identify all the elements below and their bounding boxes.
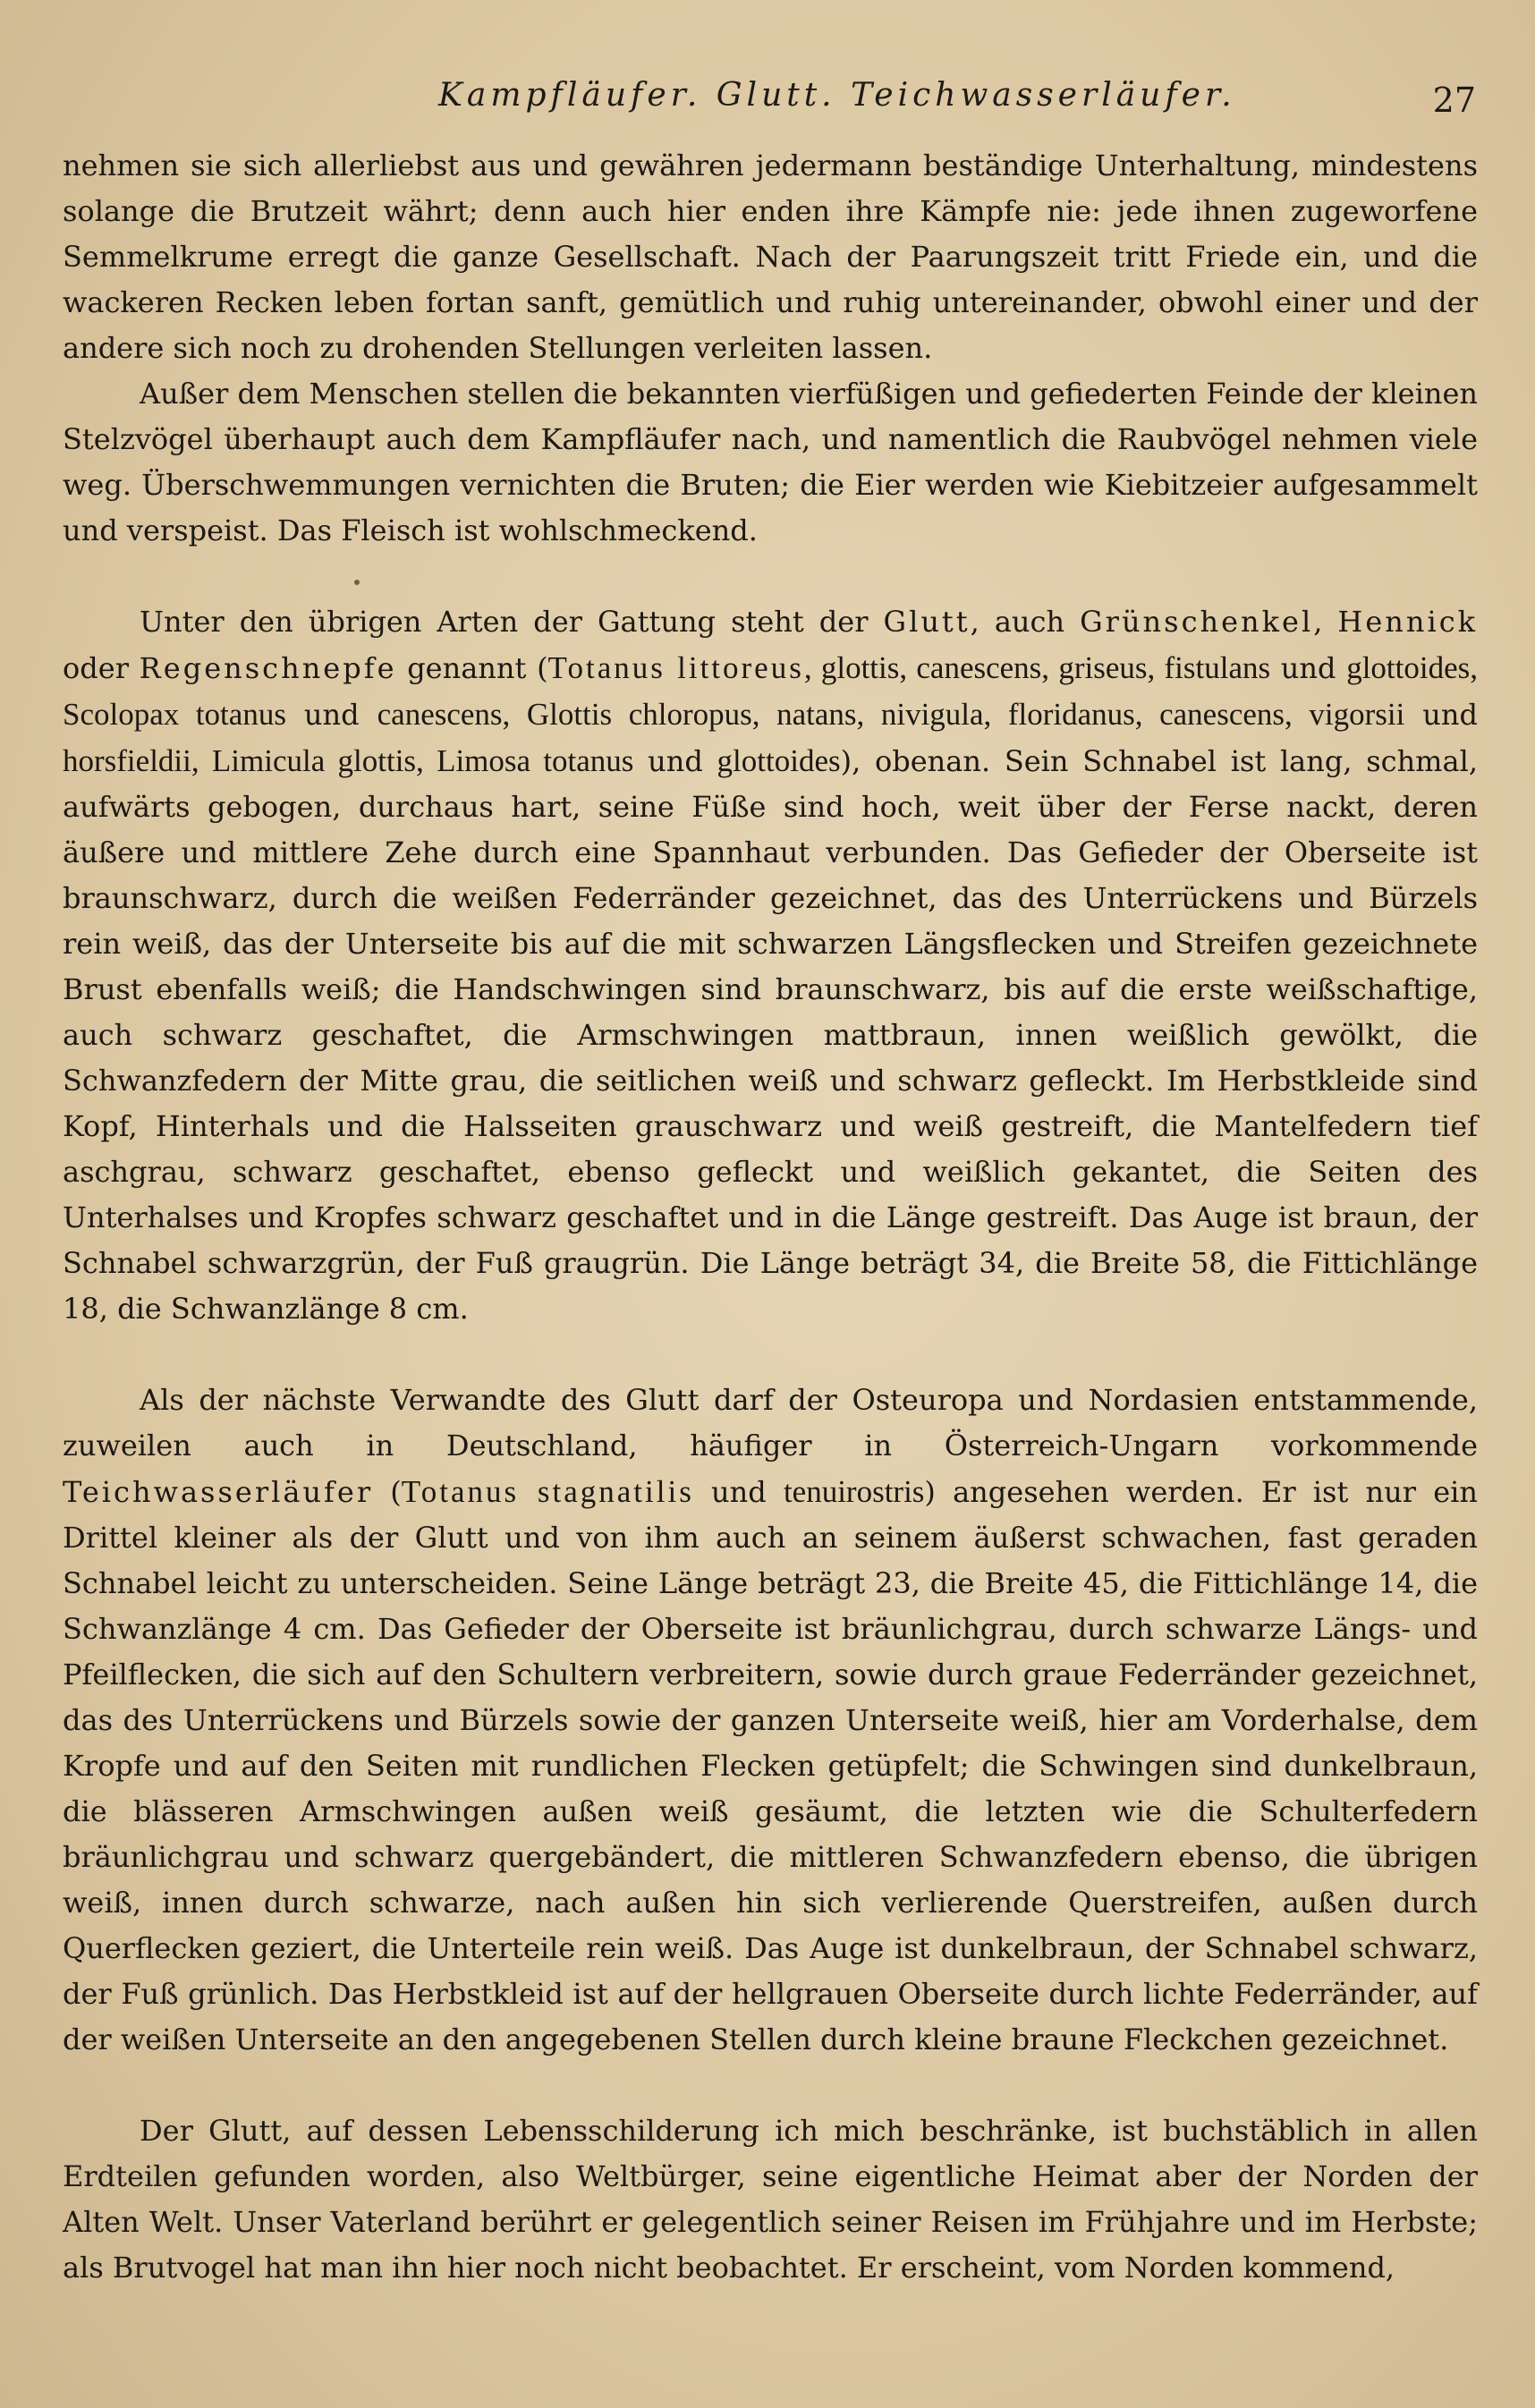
text-run: ) angesehen werden. Er ist nur ein Drittel kleiner als der Glutt und von ihm auch an seinem äußerst schwachen, fast geraden Schnabel leicht zu unterscheiden. Seine Länge beträgt 23, die Breite 45, die Fittichlänge 14, die Schwanzlänge 4 cm. Das Gefieder der Oberseite ist bräunlichgrau, durch schwarze Längs- und Pfeilflecken, die sich auf den Schultern verbreitern, sowie durch graue Federränder gezeichnet, das des Unterrückens und Bürzels sowie der ganzen Unterseite weiß, hier am Vorderhalse, dem Kropfe und auf den Seiten mit rundlichen Flecken getüpfelt; die Schwingen sind dunkelbraun, die blässeren Armschwingen außen weiß gesäumt, die letzten wie die Schulterfedern bräunlichgrau und schwarz quergebändert, die mittleren Schwanzfedern ebenso, die übrigen weiß, innen durch schwarze, nach außen hin sich verlierende Querstreifen, außen durch Querflecken geziert, die Unterteile rein weiß. Das Auge ist dunkelbraun, der Schnabel schwarz, der Fuß grünlich. Das Herbstkleid ist auf der hellgrauen Oberseite durch lichte Federränder, auf der weißen Unterseite an den angegebenen Stellen durch kleine braune Fleckchen gezeichnet. <box>63 1475 1479 2056</box>
text-run: canescens, Glottis chloropus, natans, nivigula, floridanus, canescens, vigorsii <box>377 697 1405 732</box>
text-run: Der Glutt, auf dessen Lebensschilderung ich mich beschränke, ist buchstäblich in allen Erdteilen gefunden worden, also Weltbürger, seine eigentliche Heimat aber der Norden der Alten Welt. Unser Vaterland berührt er gelegentlich seiner Reisen im Frühjahre und im Herbste; als Brutvogel hat man ihn hier noch nicht beobachtet. Er erscheint, vom Norden kommend, <box>63 2114 1478 2285</box>
paragraph-2 <box>63 371 1478 554</box>
paragraph-1 <box>63 143 1478 371</box>
text-run: , <box>803 650 821 685</box>
text-run: Regenschnepfe <box>139 651 397 685</box>
text-run: Glutt <box>883 605 971 639</box>
page-header <box>0 77 1535 140</box>
text-run: , auch <box>970 605 1081 639</box>
paragraph-5 <box>63 2108 1478 2291</box>
text-run: Totanus littoreus <box>547 650 804 685</box>
paragraph-3 <box>63 599 1478 1332</box>
text-run: ( <box>373 1475 402 1509</box>
text-run: Unter den übrigen Arten der Gattung steht der <box>140 605 884 639</box>
text-run: glottoides <box>717 743 841 778</box>
text-run: glottoides, Scolopax totanus <box>63 650 1478 732</box>
text-run: und <box>1404 698 1479 732</box>
text-run: Grünschenkel <box>1080 605 1314 639</box>
text-run: und <box>693 1475 784 1509</box>
body-text <box>63 143 1478 2291</box>
paragraph-4 <box>63 1378 1478 2063</box>
text-run: Außer dem Menschen stellen die bekannten vierfüßigen und gefiederten Feinde der kleinen Stelzvögel überhaupt auch dem Kampfläufer nach, und namentlich die Raubvögel nehmen viele weg. Überschwemmungen vernichten die Bruten; die Eier werden wie Kiebitzeier aufgesammelt und verspeist. Das Fleisch ist wohlschmeckend. <box>63 377 1478 547</box>
text-run: nehmen sie sich allerliebst aus und gewähren jedermann beständige Unterhaltung, mindestens solange die Brutzeit währt; denn auch hier enden ihre Kämpfe nie: jede ihnen zugeworfene Semmelkrume erregt die ganze Gesellschaft. Nach der Paarungszeit tritt Friede ein, und die wackeren Recken leben fortan sanft, gemütlich und ruhig untereinander, obwohl einer und der andere sich noch zu drohenden Stellungen verleiten lassen. <box>63 148 1478 365</box>
text-run: und <box>285 698 377 732</box>
text-run: tenuirostris <box>783 1474 925 1509</box>
text-run: und <box>633 744 717 778</box>
text-run: Teichwasserläufer <box>63 1475 374 1509</box>
text-run: glottis, canescens, griseus, fistulans <box>820 650 1271 685</box>
page-number: 27 <box>1432 81 1476 120</box>
text-run: Als der nächste Verwandte des Glutt darf der Osteuropa und Nordasien entstammende, zuweilen auch in Deutschland, häufiger in Österreich-Ungarn vorkommende <box>63 1383 1478 1463</box>
text-run: Hennick <box>1337 605 1479 639</box>
text-run: Totanus stagnatilis <box>401 1474 694 1509</box>
text-run: , <box>1313 605 1338 639</box>
text-run: horsfieldii, Limicula glottis, Limosa totanus <box>63 743 634 778</box>
text-run: und <box>1270 651 1347 685</box>
text-run: ), obenan. Sein Schnabel ist lang, schmal, aufwärts gebogen, durchaus hart, seine Füße sind hoch, weit über der Ferse nackt, deren äußere und mittlere Zehe durch eine Spannhaut verbunden. Das Gefieder der Oberseite ist braunschwarz, durch die weißen Federränder gezeichnet, das des Unterrückens und Bürzels rein weiß, das der Unterseite bis auf die mit schwarzen Längsflecken und Streifen gezeichnete Brust ebenfalls weiß; die Handschwingen sind braunschwarz, bis auf die erste weißschaftige, auch schwarz geschaftet, die Armschwingen mattbraun, innen weißlich gewölkt, die Schwanzfedern der Mitte grau, die seitlichen weiß und schwarz gefleckt. Im Herbstkleide sind Kopf, Hinterhals und die Halsseiten grauschwarz und weiß gestreift, die Mantelfedern tief aschgrau, schwarz geschaftet, ebenso gefleckt und weißlich gekantet, die Seiten des Unterhalses und Kropfes schwarz geschaftet und in die Länge gestreift. Das Auge ist braun, der Schnabel schwarzgrün, der Fuß graugrün. Die Länge beträgt 34, die Breite 58, die Fittichlänge 18, die Schwanzlänge 8 cm. <box>63 744 1479 1326</box>
text-run: oder <box>63 651 140 685</box>
text-run: genannt ( <box>396 651 548 685</box>
running-head: Kampfläufer. Glutt. Teichwasserläufer. <box>438 77 1236 114</box>
